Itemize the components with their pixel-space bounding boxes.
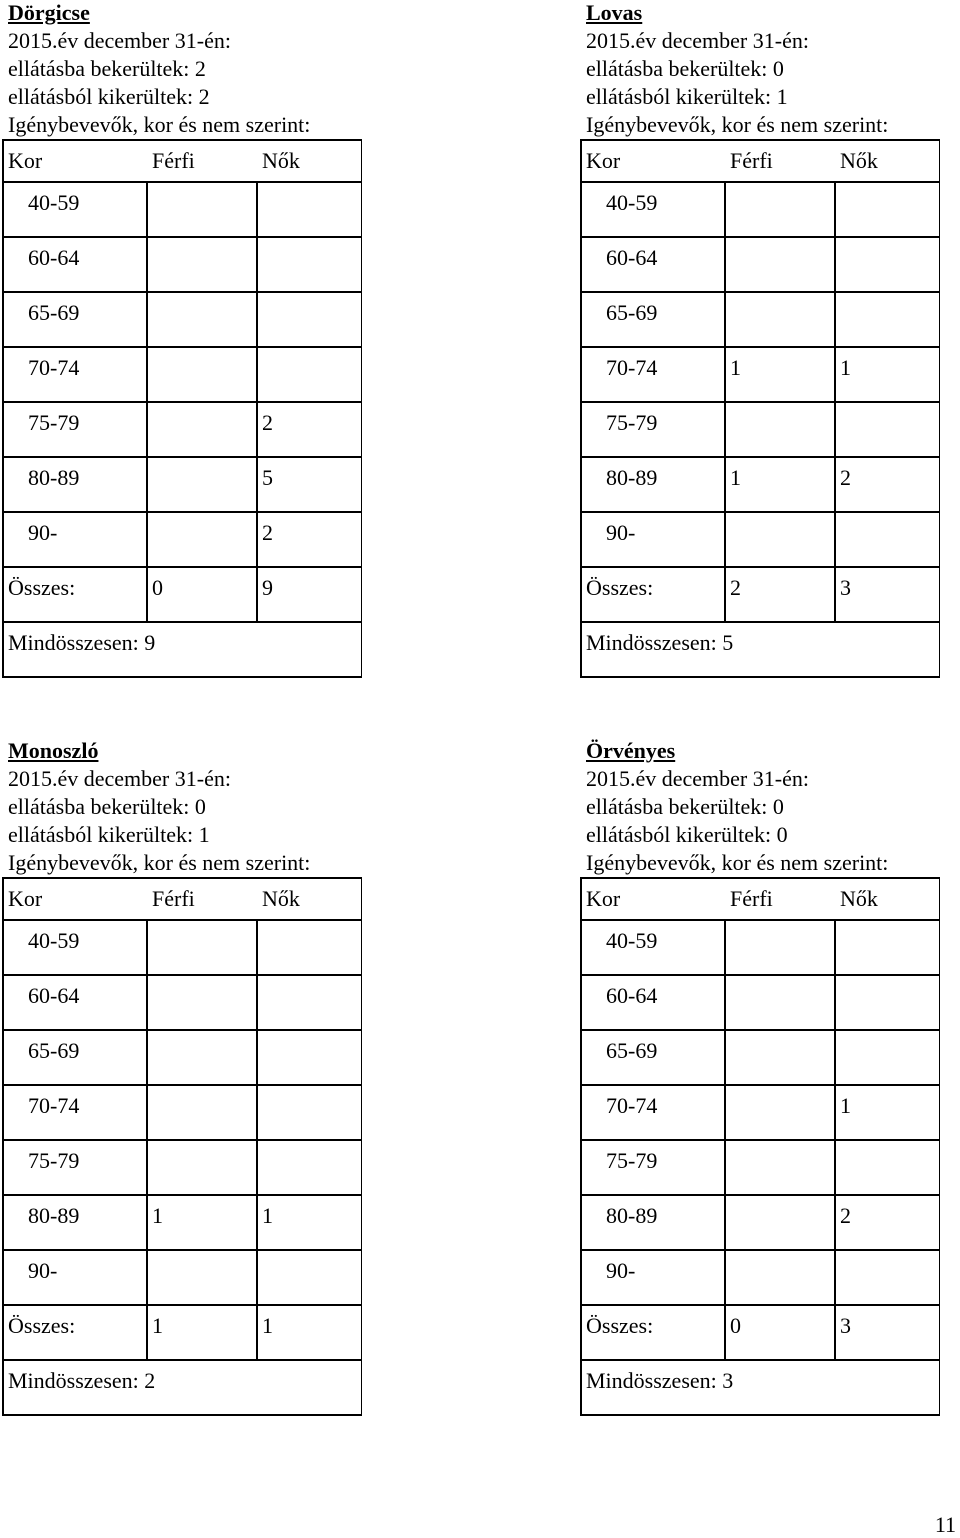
table-cell: 1 — [730, 465, 741, 490]
row-label: 60-64 — [28, 245, 80, 270]
admitted-line: ellátásba bekerültek: 0 — [586, 56, 784, 81]
section-title: Dörgicse — [8, 0, 90, 25]
table-border — [2, 140, 4, 677]
section-dorgicse — [2, 0, 364, 655]
column-divider — [834, 920, 836, 1360]
table-rule — [2, 1359, 362, 1361]
row-label: 75-79 — [606, 410, 658, 435]
row-label: 65-69 — [606, 300, 658, 325]
column-divider — [724, 920, 726, 1360]
row-label: 90- — [606, 520, 636, 545]
row-label: 75-79 — [28, 1148, 80, 1173]
table-cell: 0 — [730, 1313, 741, 1338]
discharged-line: ellátásból kikerültek: 1 — [586, 84, 788, 109]
table-border — [939, 878, 941, 1415]
column-header: Kor — [586, 886, 621, 911]
table-cell: 2 — [840, 465, 851, 490]
column-header: Nők — [262, 886, 300, 911]
row-label: 70-74 — [28, 355, 80, 380]
table-cell: 1 — [730, 355, 741, 380]
column-divider — [256, 920, 258, 1360]
table-rule — [580, 974, 940, 976]
table-rule — [2, 181, 362, 183]
table-border — [2, 878, 4, 1415]
table-rule — [580, 346, 940, 348]
table-rule — [580, 1304, 940, 1306]
table-cell: 1 — [262, 1313, 273, 1338]
row-label: 90- — [28, 520, 58, 545]
table-cell: 1 — [152, 1313, 163, 1338]
table-rule — [2, 877, 362, 879]
date-line: 2015.év december 31-én: — [8, 28, 231, 53]
table-cell: 2 — [262, 520, 273, 545]
row-label: 40-59 — [606, 190, 658, 215]
row-label: Összes: — [586, 1313, 654, 1338]
table-rule — [580, 877, 940, 879]
admitted-line: ellátásba bekerültek: 0 — [586, 794, 784, 819]
column-divider — [146, 182, 148, 622]
column-divider — [146, 920, 148, 1360]
row-label: 60-64 — [606, 245, 658, 270]
table-rule — [2, 919, 362, 921]
row-label: 90- — [606, 1258, 636, 1283]
discharged-line: ellátásból kikerültek: 0 — [586, 822, 788, 847]
table-rule — [580, 1139, 940, 1141]
table-rule — [2, 1084, 362, 1086]
table-rule — [2, 456, 362, 458]
row-label: 70-74 — [606, 1093, 658, 1118]
date-line: 2015.év december 31-én: — [586, 28, 809, 53]
table-rule — [580, 1249, 940, 1251]
table-cell: 0 — [152, 575, 163, 600]
table-rule — [2, 511, 362, 513]
table-border — [361, 878, 363, 1415]
row-label: Összes: — [586, 575, 654, 600]
table-border — [361, 140, 363, 677]
row-label: 65-69 — [28, 300, 80, 325]
column-header: Férfi — [730, 886, 773, 911]
column-header: Férfi — [152, 148, 195, 173]
date-line: 2015.év december 31-én: — [8, 766, 231, 791]
table-border — [580, 878, 582, 1415]
section-monoszlo — [2, 738, 364, 1393]
table-rule — [580, 139, 940, 141]
table-cell: 1 — [152, 1203, 163, 1228]
age-gender-table — [580, 878, 940, 1415]
page-number: 11 — [934, 1512, 956, 1537]
table-caption: Igénybevevők, kor és nem szerint: — [586, 112, 889, 137]
table-cell: 5 — [262, 465, 273, 490]
section-title: Monoszló — [8, 738, 99, 763]
row-label: 60-64 — [28, 983, 80, 1008]
table-caption: Igénybevevők, kor és nem szerint: — [8, 850, 311, 875]
table-cell: 9 — [262, 575, 273, 600]
column-divider — [256, 182, 258, 622]
table-cell: 1 — [262, 1203, 273, 1228]
table-rule — [2, 676, 362, 678]
grand-total: Mindösszesen: 5 — [586, 630, 734, 655]
row-label: 65-69 — [28, 1038, 80, 1063]
table-rule — [580, 1029, 940, 1031]
table-rule — [2, 401, 362, 403]
table-rule — [2, 1249, 362, 1251]
column-header: Nők — [840, 886, 878, 911]
table-rule — [580, 1194, 940, 1196]
admitted-line: ellátásba bekerültek: 2 — [8, 56, 206, 81]
table-caption: Igénybevevők, kor és nem szerint: — [8, 112, 311, 137]
column-header: Kor — [8, 148, 43, 173]
table-rule — [580, 1359, 940, 1361]
section-title: Lovas — [586, 0, 643, 25]
table-rule — [580, 1414, 940, 1416]
table-rule — [580, 291, 940, 293]
table-rule — [2, 566, 362, 568]
table-rule — [580, 919, 940, 921]
row-label: Összes: — [8, 1313, 76, 1338]
row-label: 70-74 — [28, 1093, 80, 1118]
row-label: 80-89 — [606, 465, 658, 490]
table-rule — [2, 1414, 362, 1416]
row-label: 40-59 — [28, 928, 80, 953]
row-label: 70-74 — [606, 355, 658, 380]
column-divider — [724, 182, 726, 622]
table-rule — [2, 291, 362, 293]
discharged-line: ellátásból kikerültek: 1 — [8, 822, 210, 847]
table-rule — [2, 621, 362, 623]
table-rule — [580, 511, 940, 513]
table-cell: 1 — [840, 355, 851, 380]
row-label: 90- — [28, 1258, 58, 1283]
table-rule — [2, 1194, 362, 1196]
table-rule — [580, 181, 940, 183]
table-rule — [2, 346, 362, 348]
table-caption: Igénybevevők, kor és nem szerint: — [586, 850, 889, 875]
column-header: Kor — [8, 886, 43, 911]
column-header: Nők — [262, 148, 300, 173]
grand-total: Mindösszesen: 9 — [8, 630, 156, 655]
age-gender-table — [2, 140, 362, 677]
table-border — [580, 140, 582, 677]
table-rule — [580, 621, 940, 623]
table-rule — [2, 236, 362, 238]
table-cell: 2 — [730, 575, 741, 600]
discharged-line: ellátásból kikerültek: 2 — [8, 84, 210, 109]
row-label: 80-89 — [28, 465, 80, 490]
table-rule — [580, 676, 940, 678]
row-label: 40-59 — [606, 928, 658, 953]
grand-total: Mindösszesen: 2 — [8, 1368, 156, 1393]
table-rule — [580, 456, 940, 458]
age-gender-table — [580, 140, 940, 677]
section-lovas — [580, 0, 942, 655]
section-title: Örvényes — [586, 738, 676, 763]
date-line: 2015.év december 31-én: — [586, 766, 809, 791]
row-label: Összes: — [8, 575, 76, 600]
row-label: 80-89 — [606, 1203, 658, 1228]
table-border — [939, 140, 941, 677]
row-label: 80-89 — [28, 1203, 80, 1228]
section-orvenyes — [580, 738, 942, 1393]
column-header: Férfi — [730, 148, 773, 173]
row-label: 75-79 — [28, 410, 80, 435]
row-label: 75-79 — [606, 1148, 658, 1173]
grand-total: Mindösszesen: 3 — [586, 1368, 734, 1393]
table-rule — [2, 974, 362, 976]
column-divider — [834, 182, 836, 622]
table-cell: 2 — [840, 1203, 851, 1228]
table-rule — [2, 1304, 362, 1306]
admitted-line: ellátásba bekerültek: 0 — [8, 794, 206, 819]
column-header: Kor — [586, 148, 621, 173]
column-header: Férfi — [152, 886, 195, 911]
table-cell: 3 — [840, 1313, 851, 1338]
age-gender-table — [2, 878, 362, 1415]
table-cell: 2 — [262, 410, 273, 435]
column-header: Nők — [840, 148, 878, 173]
table-rule — [580, 401, 940, 403]
row-label: 60-64 — [606, 983, 658, 1008]
table-rule — [580, 566, 940, 568]
row-label: 40-59 — [28, 190, 80, 215]
table-cell: 1 — [840, 1093, 851, 1118]
table-rule — [580, 236, 940, 238]
table-rule — [580, 1084, 940, 1086]
table-rule — [2, 139, 362, 141]
table-rule — [2, 1139, 362, 1141]
row-label: 65-69 — [606, 1038, 658, 1063]
table-cell: 3 — [840, 575, 851, 600]
table-rule — [2, 1029, 362, 1031]
